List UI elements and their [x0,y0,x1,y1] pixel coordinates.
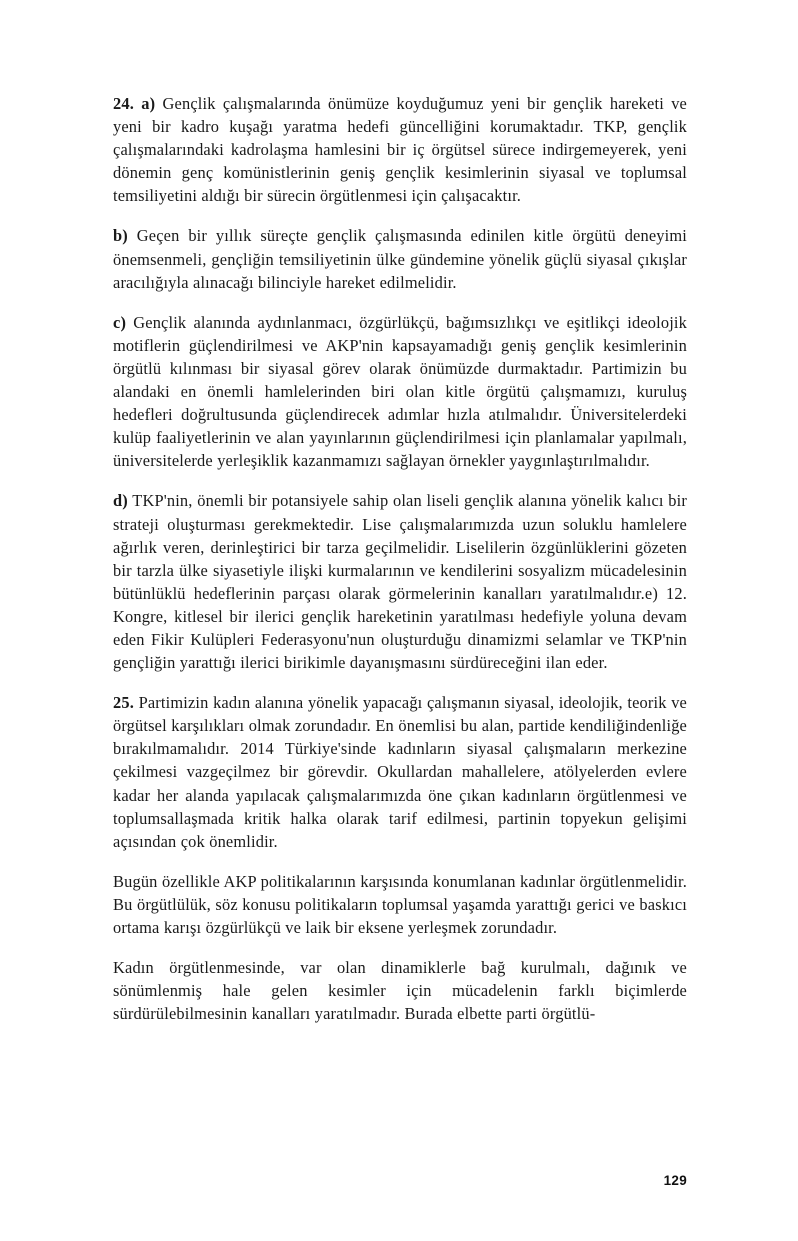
paragraph-text: Geçen bir yıllık süreçte gençlik çalışmasında edinilen kitle örgütü deneyimi önemsenmeli, gençliğin temsiliyetinin ülke gündemine yönelik güçlü siyasal çıkışlar aracılığıyla alınacağı bilinciyle hareket edilmelidir. [113,226,687,292]
paragraph-bugun [113,870,687,939]
paragraph-text: TKP'nin, önemli bir potansiyele sahip olan liseli gençlik alanına yönelik kalıcı bir strateji oluşturması gerekmektedir. Lise çalışmalarımızda uzun soluklu hamlelere ağırlık veren, derinleştirici bir tarza geçilmelidir. Liselilerin özgünlüklerini gözeten bir tarzla ülke siyasetiyle ilişki kurmalarının ve kendilerini sosyalizm mücadelesinin bütünlüklü hedeflerinin parçası olarak görmelerinin kanalları yaratılmalıdır.e) 12. Kongre, kitlesel bir ilerici gençlik hareketinin yaratılması hedefiyle yoluna devam eden Fikir Kulüpleri Federasyonu'nun oluşturduğu dinamizmi selamlar ve TKP'nin gençliğin yarattığı ilerici birikimle dayanışmasını sürdüreceğini ilan eder. [113,491,687,673]
paragraph-24b [113,224,687,293]
paragraph-text: Gençlik alanında aydınlanmacı, özgürlükçü, bağımsızlıkçı ve eşitlikçi ideolojik motiflerin güçlendirilmesi ve AKP'nin kapsayamadığı geniş gençlik kesimlerinin örgütlü kılınması bir siyasal görev olarak önümüzde durmaktadır. Partimizin bu alandaki en önemli hamlelerinden biri olan kitle örgütü çalışmamızı, kuruluş hedefleri doğrultusunda güçlendirecek adımlar hızla atılmalıdır. Üniversitelerdeki kulüp faaliyetlerinin ve alan yayınlarının güçlendirilmesi için planlamalar yapılmalı, üniversitelerde yerleşiklik kazanmamızı sağlayan örnekler yaygınlaştırılmalıdır. [113,312,687,471]
paragraph-lead-label: c) [113,312,127,332]
paragraph-24c [113,311,687,473]
page-number: 129 [663,1173,687,1188]
paragraph-lead-label: 25. [113,693,134,713]
paragraph-text: Partimizin kadın alanına yönelik yapacağı çalışmanın siyasal, ideolojik, teorik ve örgütsel karşılıkları olmak zorundadır. En önemlisi bu alan, partide kendiliğindenliğe bırakılmamalıdır. 2014 Türkiye'sinde kadınların siyasal çalışmaların merkezine çekilmesi vazgeçilmez bir görevdir. Okullardan mahallelere, atölyelerden evlere kadar her alanda yapılacak çalışmalarımızda öne çıkan kadınların örgütlenmesi ve toplumsallaşmada kritik halka olarak tarif edilmesi, partinin topyekun gelişimi açısından çok önemlidir. [113,693,687,851]
paragraph-text: Bugün özellikle AKP politikalarının karşısında konumlanan kadınlar örgütlenmelidir. Bu örgütlülük, söz konusu politikaların toplumsal yaşamda yarattığı gerici ve baskıcı ortama karışı özgürlükçü ve laik bir eksene yerleşmek zorundadır. [113,871,687,937]
paragraph-lead-label: 24. a) [113,94,156,113]
paragraph-lead-label: b) [113,226,128,246]
paragraph-25 [113,691,687,853]
paragraph-text: Gençlik çalışmalarında önümüze koyduğumuz yeni bir gençlik hareketi ve yeni bir kadro kuşağı yaratma hedefi güncelliğini korumaktadır. TKP, gençlik çalışmalarındaki kadrolaşma hamlesini bir iç örgütsel sürece indirgemeyerek, yeni dönemin genç komünistlerinin geniş gençlik kesimlerinin siyasal ve toplumsal temsiliyetini aldığı bir sürecin örgütlenmesi için çalışacaktır. [113,94,687,206]
paragraph-24a [113,92,687,207]
page-body-text-column [113,92,687,1025]
paragraph-lead-label: d) [113,491,128,511]
paragraph-kadin [113,956,687,1025]
paragraph-24d [113,489,687,674]
paragraph-text: Kadın örgütlenmesinde, var olan dinamiklerle bağ kurulmalı, dağınık ve sönümlenmiş hale gelen kesimler için mücadelenin farklı biçimlerde sürdürülebilmesinin kanalları yaratılmadır. Burada elbette parti örgütlü- [113,958,687,1024]
